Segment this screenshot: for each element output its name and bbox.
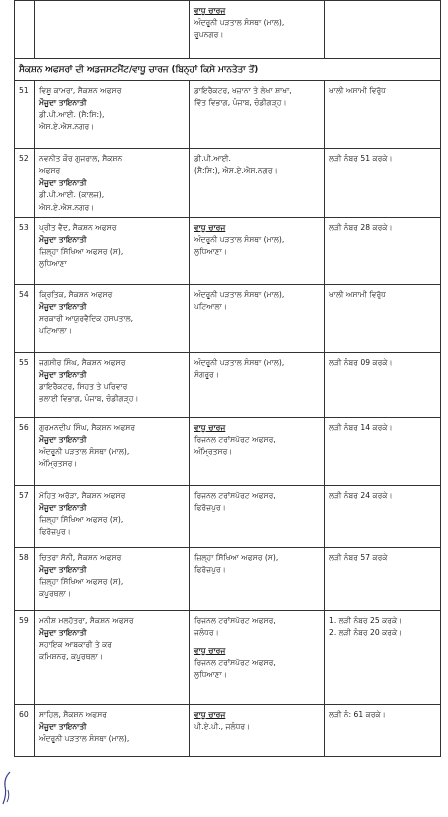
table-row — [15, 547, 441, 610]
new-post-line: (ਸੈ:ਸਿ:), ਐਸ.ਏ.ਐਸ.ਨਗਰ। — [194, 166, 278, 176]
new-post-line: ਜ਼ਿਲ੍ਹਾ ਸਿੱਖਿਆ ਅਫਸਰ (ਸ), — [194, 552, 279, 562]
current-posting-label: ਮੌਜੂਦਾ ਤਾਇਨਾਤੀ — [39, 234, 87, 244]
current-posting-label: ਮੌਜੂਦਾ ਤਾਇਨਾਤੀ — [39, 369, 87, 379]
officer-name: ਵਿਸ਼ੂ ਕਾਮਰਾ, ਸੈਕਸ਼ਨ ਅਫਸਰ — [39, 86, 122, 96]
current-posting-line: ਫਿਰੋਜ਼ਪੁਰ। — [39, 527, 71, 537]
current-posting-line: ਡਾਇਰੈਕਟਰ, ਸਿਹਤ ਤੇ ਪਰਿਵਾਰ — [39, 382, 128, 392]
new-post-line: ਡਾਇਰੈਕਟਰ, ਖਜ਼ਾਨਾ ਤੇ ਲੇਖਾ ਸ਼ਾਖਾ, — [194, 86, 292, 96]
officer-name: ਨਵਨੀਤ ਕੌਰ ਗੁਜਰਾਲ, ਸੈਕਸ਼ਨ — [39, 154, 123, 164]
officer-cell — [35, 704, 190, 756]
remark-line: 2. ਲੜੀ ਨੰਬਰ 20 ਕਰਕੇ। — [329, 627, 403, 637]
remark-line: 1. ਲੜੀ ਨੰਬਰ 25 ਕਰਕੇ। — [329, 615, 403, 625]
section-heading: ਸੈਕਸ਼ਨ ਅਫਸਰਾਂ ਦੀ ਅਡਜਸਟਮੈਂਟ/ਵਾਧੂ ਚਾਰਜ (ਬਿਨ੍ਹਾਂ ਕਿਸੇ ਮਾਨਤੇਤਾ ਤੋਂ) — [15, 59, 441, 81]
officer-cell — [35, 217, 190, 284]
current-posting-line: ਲੁਧਿਆਣਾ — [39, 259, 67, 269]
current-posting-label: ਮੌਜੂਦਾ ਤਾਇਨਾਤੀ — [39, 98, 87, 108]
serial-number: 52 — [19, 154, 29, 164]
table-row-continued — [15, 1, 441, 59]
serial-number: 59 — [19, 615, 29, 625]
new-post-line: ਫਿਰੋਜ਼ਪੁਰ। — [194, 564, 226, 574]
officer-cell — [35, 284, 190, 352]
current-posting-line: ਪਟਿਆਲਾ। — [39, 326, 72, 336]
remarks-cell — [325, 81, 441, 149]
serial-number: 53 — [19, 222, 29, 232]
new-post-cell — [190, 81, 325, 149]
serial-number: 58 — [19, 552, 29, 562]
serial-cell — [15, 149, 35, 218]
table-row — [15, 610, 441, 704]
table-row — [15, 149, 441, 218]
new-post-line: ਰਿਜਨਲ ਟਰਾਂਸਪੋਰਟ ਅਫਸਰ, — [194, 615, 276, 625]
serial-number: 60 — [19, 709, 29, 719]
current-posting-line: ਸਰਕਾਰੀ ਆਯੁਰਵੈਦਿਕ ਹਸਪਤਾਲ, — [39, 314, 134, 324]
remark-line: ਖਾਲੀ ਅਸਾਮੀ ਵਿਰੁੱਧ — [329, 289, 386, 299]
officer-name: ਜਗਸੀਰ ਸਿੰਘ, ਸੈਕਸ਼ਨ ਅਫਸਰ — [39, 357, 126, 367]
adjustment-table — [14, 0, 441, 757]
current-posting-label: ਮੌਜੂਦਾ ਤਾਇਨਾਤੀ — [39, 434, 87, 444]
officer-cell — [35, 610, 190, 704]
current-posting-label: ਮੌਜੂਦਾ ਤਾਇਨਾਤੀ — [39, 721, 87, 731]
new-post-line: ਲੁਧਿਆਣਾ। — [194, 670, 227, 680]
current-posting-line: ਡੀ.ਪੀ.ਆਈ. (ਕਾਲਜ), — [39, 190, 105, 200]
current-posting-line: ਐਸ.ਏ.ਐਸ.ਨਗਰ। — [39, 202, 95, 212]
table-row — [15, 417, 441, 485]
current-posting-line: ਅੰਦਰੂਨੀ ਪੜਤਾਲ ਸੰਸਥਾ (ਮਾਲ), — [39, 447, 130, 457]
serial-cell — [15, 547, 35, 610]
serial-cell — [15, 217, 35, 284]
remarks-cell — [325, 417, 441, 485]
officer-cell — [35, 81, 190, 149]
extra-charge-label: ਵਾਧੂ ਚਾਰਜ — [194, 709, 226, 719]
current-posting-line: ਅੰਮ੍ਰਿਤਸਰ। — [39, 459, 78, 469]
officer-cell — [35, 417, 190, 485]
current-posting-line: ਜ਼ਿਲ੍ਹਾ ਸਿੱਖਿਆ ਅਫਸਰ (ਸ), — [39, 247, 124, 257]
new-post-cell — [190, 417, 325, 485]
current-posting-label: ਮੌਜੂਦਾ ਤਾਇਨਾਤੀ — [39, 178, 87, 188]
remark-line: ਲੜੀ ਨੰ: 61 ਕਰਕੇ। — [329, 709, 386, 719]
new-post-cell — [190, 352, 325, 417]
new-post-cell — [190, 610, 325, 704]
serial-cell — [15, 284, 35, 352]
new-post-line: ਅੰਦਰੂਨੀ ਪੜਤਾਲ ਸੰਸਥਾ (ਮਾਲ), — [194, 357, 285, 367]
new-post-cell — [190, 547, 325, 610]
current-posting-line: ਕਪੂਰਥਲਾ। — [39, 589, 72, 599]
officer-cell — [35, 352, 190, 417]
new-post-line: ਵਿੱਤ ਵਿਭਾਗ, ਪੰਜਾਬ, ਚੰਡੀਗੜ੍ਹ। — [194, 98, 287, 108]
current-posting-line: ਐਸ.ਏ.ਐਸ.ਨਗਰ। — [39, 122, 95, 132]
remark-line: ਲੜੀ ਨੰਬਰ 09 ਕਰਕੇ। — [329, 357, 393, 367]
serial-number: 55 — [19, 357, 29, 367]
table-row — [15, 81, 441, 149]
extra-charge-label: ਵਾਧੂ ਚਾਰਜ — [194, 222, 226, 232]
new-post-line: ਜਲੰਧਰ। — [194, 627, 219, 637]
table-row — [15, 704, 441, 756]
table-row — [15, 217, 441, 284]
serial-cell — [15, 352, 35, 417]
new-post-line: ਅੰਦਰੂਨੀ ਪੜਤਾਲ ਸੰਸਥਾ (ਮਾਲ), — [194, 234, 285, 244]
new-post-line: ਰਿਜਨਲ ਟਰਾਂਸਪੋਰਟ ਅਫਸਰ, — [194, 490, 276, 500]
officer-name: ਚਿਤਰਾ ਸੋਨੀ, ਸੈਕਸ਼ਨ ਅਫਸਰ — [39, 552, 122, 562]
officer-cell — [35, 485, 190, 547]
new-post-line: ਰਿਜਨਲ ਟਰਾਂਸਪੋਰਟ ਅਫਸਰ, — [194, 658, 276, 668]
new-post-cell — [190, 485, 325, 547]
handwritten-margin-mark — [1, 770, 13, 806]
officer-cell — [35, 149, 190, 218]
serial-number: 56 — [19, 422, 29, 432]
extra-charge-label: ਵਾਧੂ ਚਾਰਜ — [194, 422, 226, 432]
officer-cell — [35, 547, 190, 610]
new-post-cell — [190, 217, 325, 284]
remarks-cell — [325, 485, 441, 547]
remarks-cell — [325, 217, 441, 284]
current-posting-label: ਮੌਜੂਦਾ ਤਾਇਨਾਤੀ — [39, 301, 87, 311]
remarks-cell — [325, 547, 441, 610]
extra-charge-label: ਵਾਧੂ ਚਾਰਜ — [194, 6, 226, 15]
officer-name-cont: ਅਫਸਰ — [39, 166, 61, 176]
table-row — [15, 485, 441, 547]
current-posting-line: ਜ਼ਿਲ੍ਹਾ ਸਿੱਖਿਆ ਅਫਸਰ (ਸ), — [39, 577, 124, 587]
table-row — [15, 352, 441, 417]
officer-name: ਮੋਹਿਤ ਅਰੋੜਾ, ਸੈਕਸ਼ਨ ਅਫਸਰ — [39, 490, 126, 500]
remarks-cell — [325, 352, 441, 417]
new-post-cell — [190, 284, 325, 352]
remark-line: ਲੜੀ ਨੰਬਰ 14 ਕਰਕੇ। — [329, 422, 393, 432]
serial-number: 51 — [19, 86, 29, 96]
remark-line: ਲੜੀ ਨੰਬਰ 28 ਕਰਕੇ। — [329, 222, 393, 232]
current-posting-line: ਅੰਦਰੂਨੀ ਪੜਤਾਲ ਸੰਸਥਾ (ਮਾਲ), — [39, 734, 130, 744]
new-post-line: ਪਟਿਆਲਾ। — [194, 301, 227, 311]
remarks-cell — [325, 149, 441, 218]
new-post-line: ਪੀ.ਏ.ਪੀ., ਜਲੰਧਰ। — [194, 721, 251, 731]
officer-name: ਮਨੀਸ਼ ਮਲਹੋਤਰਾ, ਸੈਕਸ਼ਨ ਅਫਸਰ — [39, 615, 134, 625]
officer-name: ਸਾਹਿਲ, ਸੈਕਸ਼ਨ ਅਫਸਰ — [39, 709, 108, 719]
officer-name: ਗੁਰਮਨਦੀਪ ਸਿੰਘ, ਸੈਕਸ਼ਨ ਅਫਸਰ — [39, 422, 136, 432]
officer-name: ਪ੍ਰੀਤ ਵੈਦ, ਸੈਕਸ਼ਨ ਅਫਸਰ — [39, 222, 117, 232]
current-posting-line: ਡੀ.ਪੀ.ਆਈ. (ਸੈ:ਸਿ:), — [39, 110, 105, 120]
serial-cell — [15, 485, 35, 547]
serial-number: 57 — [19, 490, 29, 500]
current-posting-line: ਕਮਿਸ਼ਨਰ, ਕਪੂਰਥਲਾ। — [39, 652, 103, 662]
remarks-cell — [325, 704, 441, 756]
new-post-cell — [190, 704, 325, 756]
table-row — [15, 284, 441, 352]
remark-line: ਲੜੀ ਨੰਬਰ 51 ਕਰਕੇ। — [329, 154, 393, 164]
current-posting-line: ਜ਼ਿਲ੍ਹਾ ਸਿੱਖਿਆ ਅਫਸਰ (ਸ), — [39, 515, 124, 525]
current-posting-label: ਮੌਜੂਦਾ ਤਾਇਨਾਤੀ — [39, 564, 87, 574]
new-post-line: ਲੁਧਿਆਣਾ। — [194, 247, 227, 257]
new-post-line: ਸੰਗਰੂਰ। — [194, 369, 219, 379]
section-heading-row — [15, 59, 441, 81]
new-post-line: ਅੰਦਰੂਨੀ ਪੜਤਾਲ ਸੰਸਥਾ (ਮਾਲ), — [194, 289, 285, 299]
serial-cell — [15, 704, 35, 756]
remarks-cell — [325, 610, 441, 704]
new-post-line: ਅੰਮ੍ਰਿਤਸਰ। — [194, 447, 233, 457]
serial-cell — [15, 610, 35, 704]
serial-cell — [15, 417, 35, 485]
current-posting-line: ਭਲਾਈ ਵਿਭਾਗ, ਪੰਜਾਬ, ਚੰਡੀਗੜ੍ਹ। — [39, 394, 139, 404]
remark-line: ਲੜੀ ਨੰਬਰ 57 ਕਰਕੇ — [329, 552, 388, 562]
current-posting-line: ਸਹਾਇਕ ਆਬਕਾਰੀ ਤੇ ਕਰ — [39, 640, 113, 650]
new-post-line: ਡੀ.ਪੀ.ਆਈ. — [194, 154, 231, 164]
officer-name: ਕ੍ਰਿਤਿਕ, ਸੈਕਸ਼ਨ ਅਫਸਰ — [39, 289, 113, 299]
current-posting-label: ਮੌਜੂਦਾ ਤਾਇਨਾਤੀ — [39, 627, 87, 637]
remark-line: ਖਾਲੀ ਅਸਾਮੀ ਵਿਰੁੱਧ — [329, 86, 386, 96]
current-posting-label: ਮੌਜੂਦਾ ਤਾਇਨਾਤੀ — [39, 502, 87, 512]
new-post-line: ਰਿਜਨਲ ਟਰਾਂਸਪੋਰਟ ਅਫਸਰ, — [194, 434, 276, 444]
new-post-line: ਫਿਰੋਜ਼ਪੁਰ। — [194, 502, 226, 512]
continued-new-post-cell: ਵਾਧੂ ਚਾਰਜ ਅੰਦਰੂਨੀ ਪੜਤਾਲ ਸੰਸਥਾ (ਮਾਲ), ਰੂਪਨਗਰ। — [190, 1, 325, 59]
remark-line: ਲੜੀ ਨੰਬਰ 24 ਕਰਕੇ। — [329, 490, 393, 500]
new-post-cell — [190, 149, 325, 218]
remarks-cell — [325, 284, 441, 352]
serial-cell — [15, 81, 35, 149]
serial-number: 54 — [19, 289, 29, 299]
extra-charge-label: ਵਾਧੂ ਚਾਰਜ — [194, 646, 226, 656]
